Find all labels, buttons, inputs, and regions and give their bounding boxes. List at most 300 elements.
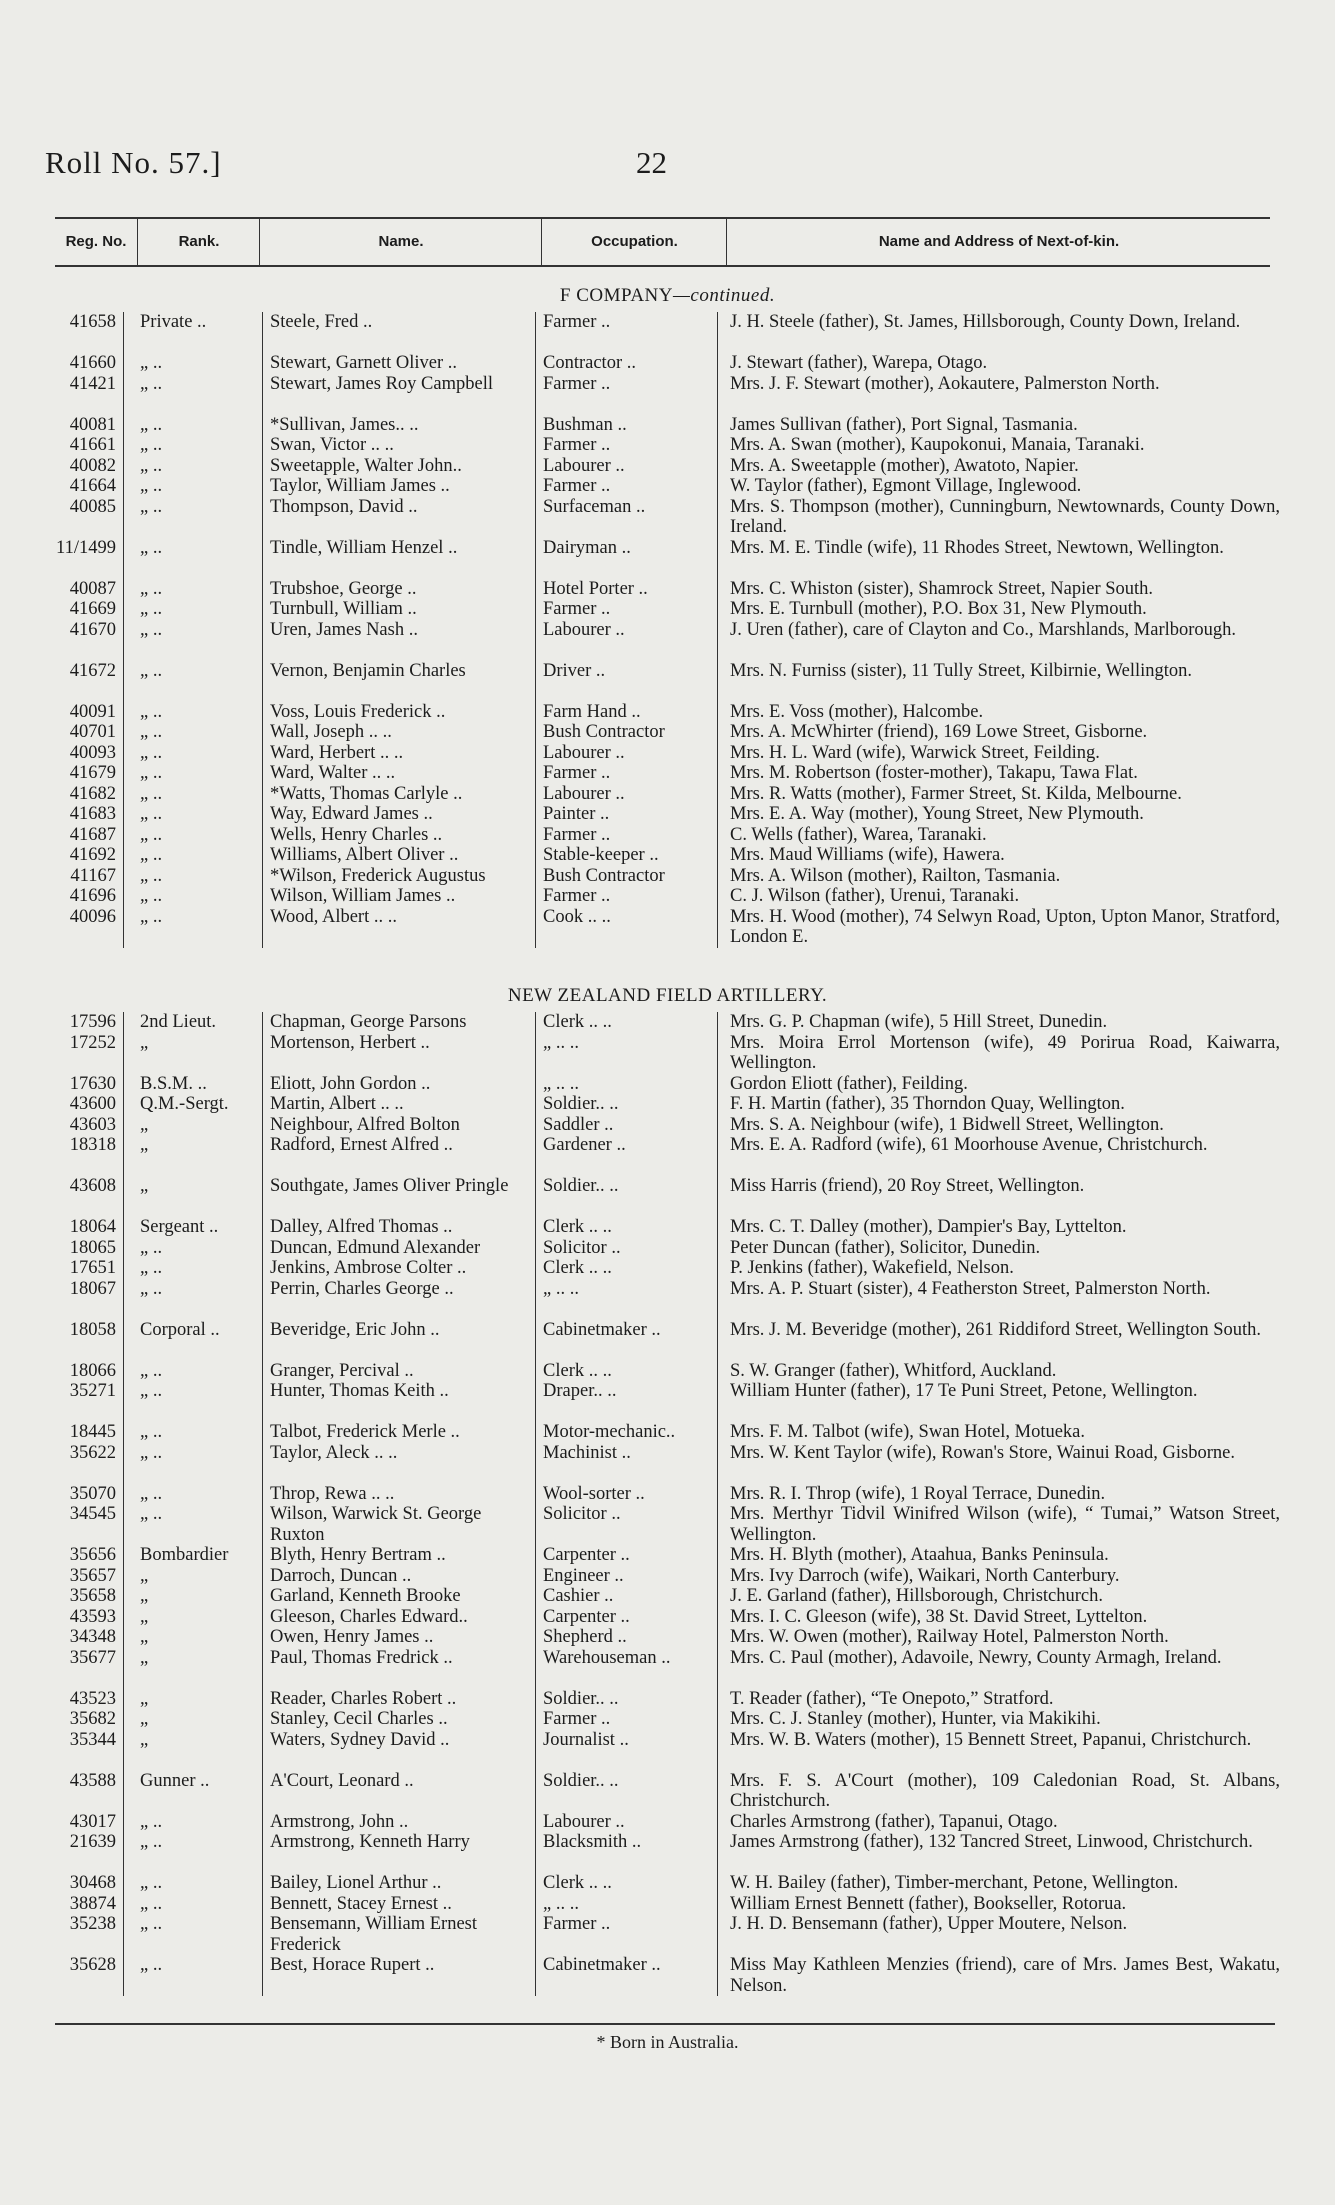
- reg-number: 43588: [69, 1770, 116, 1791]
- rank: „ ..: [140, 599, 163, 619]
- occupation: Labourer ..: [543, 1811, 625, 1832]
- next-of-kin: J. Stewart (father), Warepa, Otago.: [730, 353, 988, 373]
- rank: „ ..: [140, 537, 163, 558]
- reg-number: 41679: [69, 763, 116, 783]
- next-of-kin: Mrs. H. Blyth (mother), Ataahua, Banks Peninsula.: [730, 1545, 1109, 1565]
- next-of-kin: T. Reader (father), “Te Onepoto,” Stratford.: [730, 1688, 1054, 1709]
- soldier-name: Paul, Thomas Fredrick ..: [270, 1647, 453, 1668]
- rank: Gunner ..: [140, 1770, 210, 1791]
- occupation: Farmer ..: [543, 373, 611, 394]
- soldier-name: Turnbull, William ..: [270, 599, 417, 619]
- occupation: Farm Hand ..: [543, 701, 641, 722]
- col-header-name: Name.: [259, 219, 542, 265]
- occupation: Bushman ..: [543, 414, 627, 435]
- soldier-name: Southgate, James Oliver Pringle: [270, 1176, 509, 1196]
- column-rule: [262, 312, 263, 948]
- reg-number: 41421: [69, 373, 116, 394]
- next-of-kin: Gordon Eliott (father), Feilding.: [730, 1073, 968, 1094]
- occupation: Farmer ..: [543, 476, 611, 496]
- column-rule: [535, 312, 536, 948]
- next-of-kin: Mrs. J. F. Stewart (mother), Aokautere, Palmerston North.: [730, 373, 1160, 394]
- footer-rule: [55, 2023, 1275, 2025]
- column-rule: [262, 1012, 263, 1996]
- next-of-kin: Mrs. R. I. Throp (wife), 1 Royal Terrace, Dunedin.: [730, 1483, 1106, 1504]
- reg-number: 35657: [69, 1565, 116, 1586]
- soldier-name: Neighbour, Alfred Bolton: [270, 1114, 460, 1135]
- soldier-name: Armstrong, Kenneth Harry: [270, 1832, 470, 1852]
- next-of-kin: Mrs. Ivy Darroch (wife), Waikari, North Canterbury.: [730, 1565, 1120, 1586]
- rank: 2nd Lieut.: [140, 1012, 217, 1032]
- rank: „: [140, 1565, 149, 1586]
- rank: Q.M.-Sergt.: [140, 1094, 229, 1114]
- occupation: Painter ..: [543, 804, 610, 824]
- reg-number: 35070: [69, 1483, 116, 1504]
- header-rule-bottom: [55, 265, 1270, 267]
- soldier-name: Darroch, Duncan ..: [270, 1565, 412, 1586]
- rank: „: [140, 1114, 149, 1135]
- rank: „ ..: [140, 804, 163, 824]
- footnote: * Born in Australia.: [596, 2032, 739, 2052]
- soldier-name: Blyth, Henry Bertram ..: [270, 1545, 446, 1565]
- rank: „ ..: [140, 414, 163, 435]
- soldier-name: Stewart, Garnett Oliver ..: [270, 353, 457, 373]
- reg-number: 17596: [69, 1012, 116, 1032]
- rank: „ ..: [140, 865, 163, 886]
- rank: „ ..: [140, 1381, 163, 1401]
- soldier-name: Trubshoe, George ..: [270, 578, 417, 599]
- reg-number: 35656: [69, 1545, 116, 1565]
- reg-number: 18066: [69, 1360, 116, 1381]
- next-of-kin: Mrs. E. Turnbull (mother), P.O. Box 31, New Plymouth.: [730, 599, 1147, 619]
- occupation: Clerk .. ..: [543, 1258, 612, 1278]
- col-header-reg: Reg. No.: [65, 233, 127, 250]
- soldier-name: Tindle, William Henzel ..: [270, 537, 458, 558]
- occupation: Engineer ..: [543, 1565, 624, 1586]
- reg-number: 43603: [69, 1114, 116, 1135]
- occupation: „ .. ..: [543, 1032, 579, 1053]
- next-of-kin: Mrs. A. Wilson (mother), Railton, Tasmania.: [730, 865, 1061, 886]
- rank: „ ..: [140, 1483, 163, 1504]
- rank: „ ..: [140, 906, 163, 927]
- soldier-name: Hunter, Thomas Keith ..: [270, 1381, 449, 1401]
- reg-number: 41167: [70, 865, 116, 886]
- occupation: Bush Contractor: [543, 722, 665, 742]
- reg-number: 40701: [69, 722, 116, 742]
- next-of-kin: Mrs. Merthyr Tidvil Winifred Wilson (wife), “ Tumai,” Watson Street, Wellington.: [730, 1504, 1280, 1545]
- reg-number: 40096: [69, 906, 116, 927]
- next-of-kin: Mrs. E. A. Way (mother), Young Street, New Plymouth.: [730, 804, 1144, 824]
- rank: „ ..: [140, 476, 163, 496]
- next-of-kin: W. H. Bailey (father), Timber-merchant, Petone, Wellington.: [730, 1873, 1179, 1893]
- next-of-kin: C. Wells (father), Warea, Taranaki.: [730, 824, 987, 845]
- soldier-name: Sweetapple, Walter John..: [270, 455, 462, 476]
- soldier-name: Perrin, Charles George ..: [270, 1278, 454, 1299]
- soldier-name: Martin, Albert .. ..: [270, 1094, 404, 1114]
- occupation: Soldier.. ..: [543, 1770, 619, 1791]
- rank: Corporal ..: [140, 1319, 220, 1340]
- column-headers: [55, 219, 1270, 265]
- soldier-name: Dalley, Alfred Thomas ..: [270, 1217, 453, 1237]
- col-header-next-of-kin: Name and Address of Next-of-kin.: [726, 219, 1271, 265]
- reg-number: 41669: [69, 599, 116, 619]
- reg-number: 35271: [69, 1381, 116, 1401]
- soldier-name: Steele, Fred ..: [270, 312, 373, 332]
- next-of-kin: Mrs. R. Watts (mother), Farmer Street, St. Kilda, Melbourne.: [730, 783, 1182, 804]
- soldier-name: Duncan, Edmund Alexander: [270, 1237, 481, 1258]
- next-of-kin: Mrs. S. Thompson (mother), Cunningburn, Newtownards, County Down, Ireland.: [730, 496, 1280, 537]
- reg-number: 41692: [69, 845, 116, 865]
- occupation: Soldier.. ..: [543, 1176, 619, 1196]
- rank: „ ..: [140, 824, 163, 845]
- soldier-name: Wood, Albert .. ..: [270, 906, 397, 927]
- soldier-name: Taylor, Aleck .. ..: [270, 1442, 398, 1463]
- next-of-kin: Mrs. C. T. Dalley (mother), Dampier's Bay, Lyttelton.: [730, 1217, 1127, 1237]
- reg-number: 18067: [69, 1278, 116, 1299]
- reg-number: 17252: [69, 1032, 116, 1053]
- rank: „ ..: [140, 1955, 163, 1975]
- next-of-kin: Mrs. M. E. Tindle (wife), 11 Rhodes Street, Newtown, Wellington.: [730, 537, 1224, 558]
- occupation: „ .. ..: [543, 1278, 579, 1299]
- soldier-name: Armstrong, John ..: [270, 1811, 409, 1832]
- reg-number: 35628: [69, 1955, 116, 1975]
- soldier-name: Ward, Walter .. ..: [270, 763, 396, 783]
- occupation: Labourer ..: [543, 455, 625, 476]
- next-of-kin: Mrs. C. J. Stanley (mother), Hunter, via Makikihi.: [730, 1709, 1101, 1729]
- rank: „ ..: [140, 435, 163, 455]
- next-of-kin: Peter Duncan (father), Solicitor, Dunedin.: [730, 1237, 1041, 1258]
- reg-number: 40087: [69, 578, 116, 599]
- soldier-name: Granger, Percival ..: [270, 1360, 414, 1381]
- soldier-name: Wilson, Warwick St. George Ruxton: [270, 1504, 482, 1545]
- next-of-kin: Mrs. C. Whiston (sister), Shamrock Street, Napier South.: [730, 578, 1154, 599]
- next-of-kin: Mrs. F. M. Talbot (wife), Swan Hotel, Motueka.: [730, 1422, 1086, 1442]
- reg-number: 43593: [69, 1606, 116, 1627]
- occupation: Farmer ..: [543, 435, 611, 455]
- reg-number: 35682: [69, 1709, 116, 1729]
- occupation: Warehouseman ..: [543, 1647, 671, 1668]
- soldier-name: *Sullivan, James.. ..: [270, 414, 419, 435]
- next-of-kin: S. W. Granger (father), Whitford, Auckland.: [730, 1360, 1057, 1381]
- next-of-kin: Miss Harris (friend), 20 Roy Street, Wellington.: [730, 1176, 1085, 1196]
- reg-number: 41658: [69, 312, 116, 332]
- rank: „ ..: [140, 886, 163, 906]
- occupation: Gardener ..: [543, 1135, 626, 1155]
- rank: „ ..: [140, 742, 163, 763]
- column-rule: [123, 1012, 124, 1996]
- next-of-kin: Mrs. E. A. Radford (wife), 61 Moorhouse Avenue, Christchurch.: [730, 1135, 1208, 1155]
- occupation: Contractor ..: [543, 353, 636, 373]
- occupation: Solicitor ..: [543, 1237, 621, 1258]
- reg-number: 40085: [69, 496, 116, 517]
- occupation: Soldier.. ..: [543, 1094, 619, 1114]
- occupation: Bush Contractor: [543, 865, 665, 886]
- next-of-kin: James Sullivan (father), Port Signal, Tasmania.: [730, 414, 1078, 435]
- occupation: „ .. ..: [543, 1893, 579, 1914]
- occupation: Hotel Porter ..: [543, 578, 648, 599]
- next-of-kin: Mrs. A. McWhirter (friend), 169 Lowe Street, Gisborne.: [730, 722, 1148, 742]
- next-of-kin: Mrs. I. C. Gleeson (wife), 38 St. David Street, Lyttelton.: [730, 1606, 1148, 1627]
- reg-number: 34545: [69, 1504, 116, 1524]
- occupation: Farmer ..: [543, 1709, 611, 1729]
- rank: „ ..: [140, 1258, 163, 1278]
- next-of-kin: Mrs. H. Wood (mother), 74 Selwyn Road, Upton, Upton Manor, Stratford, London E.: [730, 906, 1280, 947]
- soldier-name: Waters, Sydney David ..: [270, 1729, 450, 1750]
- occupation: Labourer ..: [543, 619, 625, 640]
- reg-number: 11/1499: [56, 537, 116, 558]
- occupation: Labourer ..: [543, 742, 625, 763]
- soldier-name: *Wilson, Frederick Augustus: [270, 865, 486, 886]
- section-title: [0, 985, 1335, 1007]
- next-of-kin: Mrs. M. Robertson (foster-mother), Takapu, Tawa Flat.: [730, 763, 1138, 783]
- next-of-kin: W. Taylor (father), Egmont Village, Inglewood.: [730, 476, 1082, 496]
- occupation: Clerk .. ..: [543, 1217, 612, 1237]
- next-of-kin: Mrs. F. S. A'Court (mother), 109 Caledonian Road, St. Albans, Christchurch.: [730, 1770, 1280, 1811]
- rank: B.S.M. ..: [140, 1073, 207, 1094]
- rank: „ ..: [140, 1811, 163, 1832]
- reg-number: 40093: [69, 742, 116, 763]
- occupation: Farmer ..: [543, 824, 611, 845]
- rank: „: [140, 1709, 149, 1729]
- reg-number: 40081: [69, 414, 116, 435]
- reg-number: 18445: [69, 1422, 116, 1442]
- occupation: Farmer ..: [543, 599, 611, 619]
- rank: „ ..: [140, 455, 163, 476]
- next-of-kin: Mrs. W. Kent Taylor (wife), Rowan's Store, Wainui Road, Gisborne.: [730, 1442, 1235, 1463]
- occupation: Cabinetmaker ..: [543, 1955, 661, 1975]
- reg-number: 21639: [69, 1832, 116, 1852]
- soldier-name: Gleeson, Charles Edward..: [270, 1606, 468, 1627]
- soldier-name: Wilson, William James ..: [270, 886, 456, 906]
- soldier-name: Owen, Henry James ..: [270, 1627, 434, 1647]
- rank: „ ..: [140, 1873, 163, 1893]
- rank: „: [140, 1032, 149, 1053]
- column-rule: [717, 1012, 718, 1996]
- rank: „ ..: [140, 783, 163, 804]
- rank: „ ..: [140, 619, 163, 640]
- occupation: Farmer ..: [543, 312, 611, 332]
- reg-number: 18064: [69, 1217, 116, 1237]
- reg-number: 41661: [69, 435, 116, 455]
- next-of-kin: J. E. Garland (father), Hillsborough, Christchurch.: [730, 1586, 1103, 1606]
- reg-number: 41670: [69, 619, 116, 640]
- next-of-kin: F. H. Martin (father), 35 Thorndon Quay, Wellington.: [730, 1094, 1125, 1114]
- occupation: Machinist ..: [543, 1442, 631, 1463]
- occupation: Cook .. ..: [543, 906, 611, 927]
- reg-number: 35658: [69, 1586, 116, 1606]
- reg-number: 35238: [69, 1914, 116, 1934]
- next-of-kin: William Hunter (father), 17 Te Puni Street, Petone, Wellington.: [730, 1381, 1198, 1401]
- soldier-name: Chapman, George Parsons: [270, 1012, 467, 1032]
- next-of-kin: James Armstrong (father), 132 Tancred Street, Linwood, Christchurch.: [730, 1832, 1253, 1852]
- section-title-sub: —continued.: [673, 285, 776, 306]
- soldier-name: Eliott, John Gordon ..: [270, 1073, 431, 1094]
- rank: „ ..: [140, 722, 163, 742]
- next-of-kin: J. Uren (father), care of Clayton and Co., Marshlands, Marlborough.: [730, 619, 1237, 640]
- occupation: Shepherd ..: [543, 1627, 627, 1647]
- next-of-kin: Mrs. N. Furniss (sister), 11 Tully Street, Kilbirnie, Wellington.: [730, 660, 1193, 681]
- reg-number: 38874: [69, 1893, 116, 1914]
- soldier-name: Jenkins, Ambrose Colter ..: [270, 1258, 467, 1278]
- reg-number: 41687: [69, 824, 116, 845]
- col-header-rank: Rank.: [137, 219, 260, 265]
- occupation: Farmer ..: [543, 1914, 611, 1934]
- roll-title: Roll No. 57.]: [45, 145, 222, 180]
- next-of-kin: P. Jenkins (father), Wakefield, Nelson.: [730, 1258, 1014, 1278]
- next-of-kin: Mrs. A. Swan (mother), Kaupokonui, Manaia, Taranaki.: [730, 435, 1145, 455]
- occupation: Cabinetmaker ..: [543, 1319, 661, 1340]
- rank: Bombardier: [140, 1545, 229, 1565]
- reg-number: 18065: [69, 1237, 116, 1258]
- column-rule: [123, 312, 124, 948]
- next-of-kin: C. J. Wilson (father), Urenui, Taranaki.: [730, 886, 1020, 906]
- reg-number: 43608: [69, 1176, 116, 1196]
- soldier-name: Bennett, Stacey Ernest ..: [270, 1893, 452, 1914]
- rank: „: [140, 1176, 149, 1196]
- occupation: Stable-keeper ..: [543, 845, 659, 865]
- next-of-kin: William Ernest Bennett (father), Bookseller, Rotorua.: [730, 1893, 1127, 1914]
- reg-number: 40082: [69, 455, 116, 476]
- reg-number: 17630: [69, 1073, 116, 1094]
- occupation: Wool-sorter ..: [543, 1483, 645, 1504]
- reg-number: 43600: [69, 1094, 116, 1114]
- soldier-name: Talbot, Frederick Merle ..: [270, 1422, 460, 1442]
- reg-number: 43523: [69, 1688, 116, 1709]
- soldier-name: Beveridge, Eric John ..: [270, 1319, 440, 1340]
- soldier-name: Stanley, Cecil Charles ..: [270, 1709, 448, 1729]
- occupation: Dairyman ..: [543, 537, 631, 558]
- section-title-main: F COMPANY: [559, 285, 673, 306]
- soldier-name: Reader, Charles Robert ..: [270, 1688, 457, 1709]
- reg-number: 30468: [69, 1873, 116, 1893]
- rank: „: [140, 1729, 149, 1750]
- soldier-name: Best, Horace Rupert ..: [270, 1955, 435, 1975]
- soldier-name: Thompson, David ..: [270, 496, 418, 517]
- reg-number: 40091: [69, 701, 116, 722]
- next-of-kin: J. H. D. Bensemann (father), Upper Moutere, Nelson.: [730, 1914, 1128, 1934]
- next-of-kin: J. H. Steele (father), St. James, Hillsborough, County Down, Ireland.: [730, 312, 1241, 332]
- occupation: Farmer ..: [543, 886, 611, 906]
- occupation: „ .. ..: [543, 1073, 579, 1094]
- col-header-occupation: Occupation.: [541, 219, 727, 265]
- section-title-main: NEW ZEALAND FIELD ARTILLERY.: [507, 985, 828, 1006]
- soldier-name: Wells, Henry Charles ..: [270, 824, 443, 845]
- occupation: Cashier ..: [543, 1586, 614, 1606]
- soldier-name: Wall, Joseph .. ..: [270, 722, 392, 742]
- next-of-kin: Mrs. Moira Errol Mortenson (wife), 49 Porirua Road, Kaiwarra, Wellington.: [730, 1032, 1280, 1073]
- rank: „: [140, 1606, 149, 1627]
- soldier-name: Williams, Albert Oliver ..: [270, 845, 459, 865]
- next-of-kin: Charles Armstrong (father), Tapanui, Otago.: [730, 1811, 1058, 1832]
- reg-number: 18318: [69, 1135, 116, 1155]
- next-of-kin: Mrs. J. M. Beveridge (mother), 261 Riddiford Street, Wellington South.: [730, 1319, 1262, 1340]
- next-of-kin: Mrs. W. B. Waters (mother), 15 Bennett Street, Papanui, Christchurch.: [730, 1729, 1252, 1750]
- occupation: Journalist ..: [543, 1729, 629, 1750]
- reg-number: 41660: [69, 353, 116, 373]
- occupation: Farmer ..: [543, 763, 611, 783]
- reg-number: 43017: [69, 1811, 116, 1832]
- occupation: Carpenter ..: [543, 1545, 630, 1565]
- next-of-kin: Mrs. A. P. Stuart (sister), 4 Featherston Street, Palmerston North.: [730, 1278, 1211, 1299]
- occupation: Motor-mechanic..: [543, 1422, 676, 1442]
- soldier-name: A'Court, Leonard ..: [270, 1770, 414, 1791]
- occupation: Solicitor ..: [543, 1504, 621, 1524]
- reg-number: 41683: [69, 804, 116, 824]
- rank: „ ..: [140, 496, 163, 517]
- next-of-kin: Mrs. H. L. Ward (wife), Warwick Street, Feilding.: [730, 742, 1100, 763]
- occupation: Labourer ..: [543, 783, 625, 804]
- rank: „ ..: [140, 1442, 163, 1463]
- reg-number: 41696: [69, 886, 116, 906]
- occupation: Surfaceman ..: [543, 496, 646, 517]
- section-title: [0, 285, 1335, 307]
- rank: „ ..: [140, 1914, 163, 1934]
- rank: „: [140, 1586, 149, 1606]
- rank: „: [140, 1647, 149, 1668]
- next-of-kin: Miss May Kathleen Menzies (friend), care of Mrs. James Best, Wakatu, Nelson.: [730, 1955, 1280, 1996]
- rank: „ ..: [140, 660, 163, 681]
- reg-number: 34348: [69, 1627, 116, 1647]
- occupation: Blacksmith ..: [543, 1832, 642, 1852]
- soldier-name: Mortenson, Herbert ..: [270, 1032, 430, 1053]
- rank: „ ..: [140, 1504, 163, 1524]
- soldier-name: Garland, Kenneth Brooke: [270, 1586, 461, 1606]
- soldier-name: Way, Edward James ..: [270, 804, 433, 824]
- soldier-name: Bensemann, William Ernest Frederick: [270, 1914, 477, 1955]
- soldier-name: *Watts, Thomas Carlyle ..: [270, 783, 463, 804]
- next-of-kin: Mrs. A. Sweetapple (mother), Awatoto, Napier.: [730, 455, 1079, 476]
- next-of-kin: Mrs. W. Owen (mother), Railway Hotel, Palmerston North.: [730, 1627, 1169, 1647]
- next-of-kin: Mrs. C. Paul (mother), Adavoile, Newry, County Armagh, Ireland.: [730, 1647, 1222, 1668]
- rank: „ ..: [140, 1278, 163, 1299]
- occupation: Driver ..: [543, 660, 606, 681]
- rank: „ ..: [140, 1237, 163, 1258]
- soldier-name: Voss, Louis Frederick ..: [270, 701, 446, 722]
- soldier-name: Swan, Victor .. ..: [270, 435, 394, 455]
- rank: „: [140, 1627, 149, 1647]
- next-of-kin: Mrs. E. Voss (mother), Halcombe.: [730, 701, 984, 722]
- next-of-kin: Mrs. G. P. Chapman (wife), 5 Hill Street, Dunedin.: [730, 1012, 1108, 1032]
- soldier-name: Taylor, William James ..: [270, 476, 450, 496]
- soldier-name: Bailey, Lionel Arthur ..: [270, 1873, 442, 1893]
- column-rule: [535, 1012, 536, 1996]
- page-number: 22: [636, 145, 667, 180]
- reg-number: 41682: [69, 783, 116, 804]
- rank: „ ..: [140, 373, 163, 394]
- next-of-kin: Mrs. Maud Williams (wife), Hawera.: [730, 845, 1005, 865]
- occupation: Soldier.. ..: [543, 1688, 619, 1709]
- rank: „ ..: [140, 1360, 163, 1381]
- soldier-name: Throp, Rewa .. ..: [270, 1483, 395, 1504]
- rank: „ ..: [140, 578, 163, 599]
- rank: „ ..: [140, 353, 163, 373]
- occupation: Clerk .. ..: [543, 1012, 612, 1032]
- soldier-name: Radford, Ernest Alfred ..: [270, 1135, 453, 1155]
- rank: „ ..: [140, 701, 163, 722]
- occupation: Clerk .. ..: [543, 1873, 612, 1893]
- rank: „ ..: [140, 1893, 163, 1914]
- occupation: Draper.. ..: [543, 1381, 617, 1401]
- soldier-name: Stewart, James Roy Campbell: [270, 373, 493, 394]
- soldier-name: Vernon, Benjamin Charles: [270, 660, 466, 681]
- rank: „: [140, 1135, 149, 1155]
- reg-number: 35677: [69, 1647, 116, 1668]
- rank: „: [140, 1688, 149, 1709]
- rank: „ ..: [140, 1422, 163, 1442]
- rank: Sergeant ..: [140, 1217, 219, 1237]
- rank: „ ..: [140, 845, 163, 865]
- rank: Private ..: [140, 312, 207, 332]
- rank: „ ..: [140, 763, 163, 783]
